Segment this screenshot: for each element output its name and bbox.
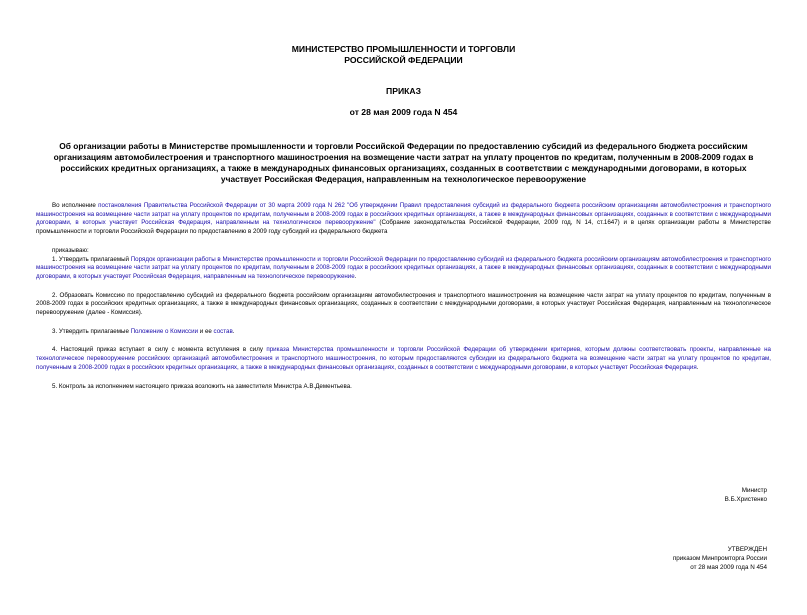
order-word: приказываю:: [52, 246, 89, 254]
item-4-prefix: 4. Настоящий приказ вступает в силу с момента вступления в силу: [52, 346, 267, 354]
commission-regulation-link[interactable]: Положение о Комиссии: [130, 327, 199, 335]
approval-block: [673, 546, 767, 572]
approval-line-3: от 28 мая 2009 года N 454: [690, 563, 767, 571]
item-3-prefix: 3. Утвердить прилагаемые: [52, 327, 131, 335]
commission-composition-link[interactable]: состав: [213, 327, 233, 335]
issuing-organization: [36, 44, 771, 66]
document-type: ПРИКАЗ: [386, 86, 421, 96]
item-1-paragraph: [36, 256, 771, 282]
document-date: от 28 мая 2009 года N 454: [349, 107, 458, 117]
signature-position: Министр: [741, 487, 767, 494]
preamble-suffix: (Собрание законодательства Российской Федерации, 2009 год, N 14, ст.1647) и в целях организации работы в Министерстве промышленности и торговли Российской Федерации по предоставлению в 2009 году субсидий из федерального бюджета: [36, 219, 771, 236]
item-1-suffix: .: [354, 272, 357, 280]
item-2-paragraph: 2. Образовать Комиссию по предоставлению субсидий из федерального бюджета российским организациям автомобилестроения и транспортного машиностроения на возмещение части затрат на уплату процентов по кредитам, полученным в 2008-2009 годах в российских кредитных организациях, а также в международных финансовых организациях, созданных в соответствии с международными договорами, в которых участвует Российская Федерация, направленным на технологическое перевооружение (далее - Комиссия).: [36, 291, 771, 317]
item-1-prefix: 1. Утвердить прилагаемый: [52, 255, 131, 263]
item-4-suffix: .: [696, 363, 699, 371]
document-body: [36, 202, 771, 391]
government-decree-link[interactable]: постановления Правительства Российской Федерации от 30 марта 2009 года N 262 "Об утверждении Правил предоставления субсидий из федерального бюджета российским организациям автомобилестроения и транспортного машиностроения на возмещение части затрат на уплату процентов по кредитам, полученным в 2008-2009 годах в российских кредитных организациях, а также в международных финансовых организациях, созданных в соответствии с международными договорами, в которых участвует Российская Федерация, направленным на технологическое перевооружение": [36, 202, 771, 227]
minister-signature: [725, 487, 767, 505]
ministry-order-link[interactable]: приказа Министерства промышленности и торговли Российской Федерации об утверждении критериев, которым должны соответствовать проекты, направленные на технологическое перевооружение российских организаций автомобилестроения и транспортного машиностроения, по которым предоставляются субсидии из федерального бюджета на возмещение части затрат на уплату процентов по кредитам, полученным в 2008-2009 годах в российских кредитных организациях, а также в международных финансовых организациях, созданных в соответствии с международными договорами, в которых участвует Российская Федерация: [36, 346, 771, 371]
item-5-paragraph: 5. Контроль за исполнением настоящего приказа возложить на заместителя Министра А.В.Дементьева.: [52, 382, 352, 390]
approval-line-1: УТВЕРЖДЕН: [727, 546, 767, 553]
item-3-suffix: .: [232, 327, 235, 335]
preamble-prefix: Во исполнение: [52, 202, 99, 209]
approval-line-2: приказом Минпромторга России: [672, 554, 767, 562]
org-line-2: РОССИЙСКОЙ ФЕДЕРАЦИИ: [344, 55, 463, 65]
document-title: Об организации работы в Министерстве промышленности и торговли Российской Федерации по предоставлению субсидий из федерального бюджета российским организациям автомобилестроения и транспортного машиностроения на возмещение части затрат на уплату процентов по кредитам, полученным в 2008-2009 годах в российских кредитных организациях, а также в международных финансовых организациях, созданных в соответствии с международными договорами, в которых участвует Российская Федерация, направленным на технологическое перевооружение: [53, 141, 754, 184]
item-4-paragraph: [36, 346, 771, 372]
item-3-mid: и ее: [198, 327, 214, 335]
document-page: [0, 44, 807, 615]
preamble-paragraph: [36, 202, 771, 237]
org-line-1: МИНИСТЕРСТВО ПРОМЫШЛЕННОСТИ И ТОРГОВЛИ: [291, 44, 516, 54]
item-3-paragraph: [36, 328, 771, 337]
signature-name: В.Б.Христенко: [724, 495, 767, 503]
procedure-link[interactable]: Порядок организации работы в Министерстве промышленности и торговли Российской Федерации по предоставлению субсидий из федерального бюджета российским организациям автомобилестроения и транспортного машиностроения на возмещение части затрат на уплату процентов по кредитам, полученным в 2008-2009 годах в российских кредитных организациях, а также в международных финансовых организациях, созданных в соответствии с международными договорами, в которых участвует Российская Федерация, направленным на технологическое перевооружение: [36, 255, 771, 280]
